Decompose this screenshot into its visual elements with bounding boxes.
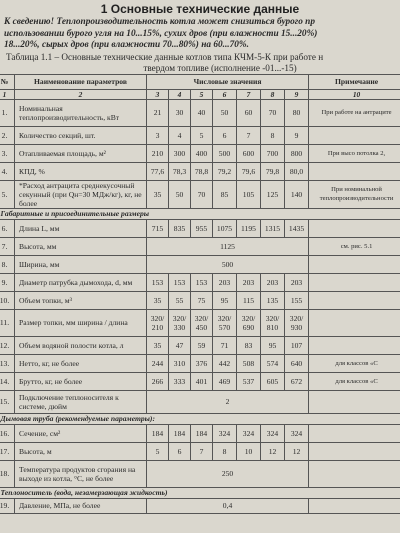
- param-value: 835: [169, 219, 191, 237]
- param-value: 6: [213, 126, 237, 144]
- param-value: 1195: [237, 219, 261, 237]
- param-name: *Расход антрацита среднекусочный секунный (при Qн=30 МДж/кг), кг, не более: [15, 180, 147, 208]
- row-number: 18.: [0, 460, 15, 487]
- param-value: 3: [147, 126, 169, 144]
- param-value: 469: [213, 372, 237, 390]
- index-cell: 9: [285, 89, 309, 99]
- note-line: К сведению! Теплопроизводительность котла может снизиться бурого пр: [4, 17, 315, 27]
- param-name: Ширина, мм: [15, 255, 147, 273]
- param-value: 47: [169, 336, 191, 354]
- header-values: Числовые значения: [147, 74, 309, 89]
- section-title: Дымовая труба (рекомендуемые параметры):: [0, 413, 400, 424]
- row-number: 2.: [0, 126, 15, 144]
- param-value: 71: [213, 336, 237, 354]
- param-value: 75: [191, 291, 213, 309]
- param-value: 70: [191, 180, 213, 208]
- remark-cell: При высо потолка 2,: [309, 144, 400, 162]
- param-name: Объем топки, м³: [15, 291, 147, 309]
- param-value: 203: [213, 273, 237, 291]
- param-value: 79,6: [237, 162, 261, 180]
- table-row: [0, 372, 400, 390]
- header-no: №: [0, 74, 15, 89]
- row-number: 16.: [0, 424, 15, 442]
- table-header-row: [0, 74, 400, 89]
- param-name: Объем водяной полости котла, л: [15, 336, 147, 354]
- table-row: [0, 99, 400, 126]
- table-row: [0, 126, 400, 144]
- param-value: 105: [237, 180, 261, 208]
- section-dimensions: [0, 208, 400, 219]
- remark-cell: [309, 126, 400, 144]
- param-value: 21: [147, 99, 169, 126]
- remark-cell: [309, 309, 400, 336]
- param-value: 1075: [213, 219, 237, 237]
- index-cell: 5: [191, 89, 213, 99]
- param-value: 400: [191, 144, 213, 162]
- param-value: 324: [213, 424, 237, 442]
- param-value: 700: [261, 144, 285, 162]
- param-name: Длина L, мм: [15, 219, 147, 237]
- param-value: 80,0: [285, 162, 309, 180]
- index-cell: 10: [309, 89, 400, 99]
- param-value: 320/ 450: [191, 309, 213, 336]
- param-value: 8: [261, 126, 285, 144]
- row-number: 7.: [0, 237, 15, 255]
- remark-cell: [309, 255, 400, 273]
- param-value: 320/ 330: [169, 309, 191, 336]
- param-value: 184: [169, 424, 191, 442]
- table-row: [0, 336, 400, 354]
- param-value: 210: [147, 144, 169, 162]
- table-caption-cont: твердом топливе (исполнение -01...-15): [143, 62, 297, 73]
- row-number: 1.: [0, 99, 15, 126]
- remark-cell: [309, 162, 400, 180]
- remark-cell: для классов «С: [309, 372, 400, 390]
- param-value: 83: [237, 336, 261, 354]
- remark-cell: При номинальной теплопроизводительности: [309, 180, 400, 208]
- param-value: 80: [285, 99, 309, 126]
- param-value: 79,2: [213, 162, 237, 180]
- row-number: 5.: [0, 180, 15, 208]
- param-value: 70: [261, 99, 285, 126]
- param-value: 320/ 930: [285, 309, 309, 336]
- param-value: 78,8: [191, 162, 213, 180]
- table-row: [0, 390, 400, 413]
- table-row: [0, 273, 400, 291]
- param-name: Количество секций, шт.: [15, 126, 147, 144]
- row-number: 11.: [0, 309, 15, 336]
- param-value: 320/ 210: [147, 309, 169, 336]
- param-value: 1315: [261, 219, 285, 237]
- row-number: 3.: [0, 144, 15, 162]
- table-row: [0, 354, 400, 372]
- param-name: Высота, мм: [15, 237, 147, 255]
- spec-table: [0, 74, 400, 514]
- param-value: 203: [261, 273, 285, 291]
- param-value: 9: [285, 126, 309, 144]
- param-value: 184: [191, 424, 213, 442]
- param-value: 78,3: [169, 162, 191, 180]
- param-name: Номинальная теплопроизводительность, кВт: [15, 99, 147, 126]
- section-title: Габаритные и присоединительные размеры: [0, 208, 400, 219]
- table-row: [0, 144, 400, 162]
- index-cell: 1: [0, 89, 15, 99]
- param-value: 442: [213, 354, 237, 372]
- note-line: 18...20%, сырых дров (при влажности 70...80%) на 60...70%.: [4, 40, 249, 50]
- param-value: 500: [147, 255, 309, 273]
- param-value: 324: [261, 424, 285, 442]
- index-cell: 7: [237, 89, 261, 99]
- param-value: 244: [147, 354, 169, 372]
- param-value: 500: [213, 144, 237, 162]
- param-value: 140: [285, 180, 309, 208]
- table-row: [0, 219, 400, 237]
- remark-cell: см. рис. 5.1: [309, 237, 400, 255]
- remark-cell: [309, 390, 400, 413]
- param-value: 324: [237, 424, 261, 442]
- param-value: 605: [261, 372, 285, 390]
- param-value: 376: [191, 354, 213, 372]
- param-value: 153: [191, 273, 213, 291]
- table-caption: Таблица 1.1 – Основные технические данные котлов типа КЧМ-5-К при работе н: [6, 51, 324, 62]
- param-name: Диаметр патрубка дымохода, d, мм: [15, 273, 147, 291]
- param-value: 135: [261, 291, 285, 309]
- remark-cell: [309, 273, 400, 291]
- param-value: 30: [169, 99, 191, 126]
- param-name: Брутто, кг, не более: [15, 372, 147, 390]
- row-number: 6.: [0, 219, 15, 237]
- param-value: 35: [147, 291, 169, 309]
- param-value: 12: [285, 442, 309, 460]
- param-name: Подключение теплоносителя к системе, дюйм: [15, 390, 147, 413]
- param-name: Нетто, кг, не более: [15, 354, 147, 372]
- param-value: 800: [285, 144, 309, 162]
- param-value: 324: [285, 424, 309, 442]
- table-row: [0, 309, 400, 336]
- row-number: 10.: [0, 291, 15, 309]
- param-value: 10: [237, 442, 261, 460]
- row-number: 4.: [0, 162, 15, 180]
- param-value: 107: [285, 336, 309, 354]
- param-value: 184: [147, 424, 169, 442]
- remark-cell: [309, 498, 400, 513]
- index-cell: 3: [147, 89, 169, 99]
- remark-cell: [309, 336, 400, 354]
- table-row: [0, 162, 400, 180]
- table-index-row: [0, 89, 400, 99]
- page-title: 1 Основные технические данные: [100, 2, 300, 16]
- param-value: 320/ 690: [237, 309, 261, 336]
- param-value: 672: [285, 372, 309, 390]
- row-number: 15.: [0, 390, 15, 413]
- param-value: 95: [261, 336, 285, 354]
- param-value: 95: [213, 291, 237, 309]
- remark-cell: [309, 291, 400, 309]
- param-value: 715: [147, 219, 169, 237]
- param-value: 4: [169, 126, 191, 144]
- section-coolant: [0, 487, 400, 498]
- param-value: 333: [169, 372, 191, 390]
- param-value: 50: [169, 180, 191, 208]
- note-block: [0, 17, 400, 52]
- remark-cell: При работе на антраците: [309, 99, 400, 126]
- row-number: 12.: [0, 336, 15, 354]
- param-value: 508: [237, 354, 261, 372]
- header-param: Наименование параметров: [15, 74, 147, 89]
- param-value: 40: [191, 99, 213, 126]
- index-cell: 2: [15, 89, 147, 99]
- param-name: Давление, МПа, не более: [15, 498, 147, 513]
- param-value: 250: [147, 460, 309, 487]
- param-value: 266: [147, 372, 169, 390]
- param-value: 0,4: [147, 498, 309, 513]
- param-value: 115: [237, 291, 261, 309]
- param-value: 85: [213, 180, 237, 208]
- param-value: 8: [213, 442, 237, 460]
- param-value: 320/ 810: [261, 309, 285, 336]
- param-value: 574: [261, 354, 285, 372]
- row-number: 13.: [0, 354, 15, 372]
- param-value: 7: [191, 442, 213, 460]
- param-value: 5: [191, 126, 213, 144]
- param-name: Температура продуктов сгорания на выходе из котла, °С, не более: [15, 460, 147, 487]
- table-row: [0, 442, 400, 460]
- param-value: 310: [169, 354, 191, 372]
- param-value: 79,8: [261, 162, 285, 180]
- param-value: 77,6: [147, 162, 169, 180]
- remark-cell: [309, 460, 400, 487]
- table-row: [0, 237, 400, 255]
- param-name: КПД, %: [15, 162, 147, 180]
- header-remark: Примечание: [309, 74, 400, 89]
- table-row: [0, 291, 400, 309]
- param-value: 12: [261, 442, 285, 460]
- param-value: 155: [285, 291, 309, 309]
- table-row: [0, 180, 400, 208]
- remark-cell: [309, 442, 400, 460]
- param-value: 55: [169, 291, 191, 309]
- index-cell: 4: [169, 89, 191, 99]
- param-value: 35: [147, 180, 169, 208]
- remark-cell: для классов «С: [309, 354, 400, 372]
- row-number: 19.: [0, 498, 15, 513]
- param-value: 35: [147, 336, 169, 354]
- param-value: 203: [285, 273, 309, 291]
- param-value: 50: [213, 99, 237, 126]
- row-number: 17.: [0, 442, 15, 460]
- param-value: 6: [169, 442, 191, 460]
- table-row: [0, 460, 400, 487]
- param-value: 125: [261, 180, 285, 208]
- param-value: 300: [169, 144, 191, 162]
- param-name: Размер топки, мм ширина / длина: [15, 309, 147, 336]
- param-value: 320/ 570: [213, 309, 237, 336]
- param-value: 2: [147, 390, 309, 413]
- table-row: [0, 255, 400, 273]
- param-value: 153: [147, 273, 169, 291]
- param-value: 955: [191, 219, 213, 237]
- remark-cell: [309, 424, 400, 442]
- section-title: Теплоноситель (вода, незамерзающая жидкость): [0, 487, 400, 498]
- row-number: 14.: [0, 372, 15, 390]
- param-name: Сечение, см²: [15, 424, 147, 442]
- index-cell: 8: [261, 89, 285, 99]
- param-value: 1435: [285, 219, 309, 237]
- param-value: 153: [169, 273, 191, 291]
- remark-cell: [309, 219, 400, 237]
- param-value: 401: [191, 372, 213, 390]
- param-value: 600: [237, 144, 261, 162]
- param-value: 203: [237, 273, 261, 291]
- param-value: 7: [237, 126, 261, 144]
- param-value: 5: [147, 442, 169, 460]
- param-name: Отапливаемая площадь, м²: [15, 144, 147, 162]
- table-row: [0, 424, 400, 442]
- row-number: 9.: [0, 273, 15, 291]
- param-value: 1125: [147, 237, 309, 255]
- index-cell: 6: [213, 89, 237, 99]
- row-number: 8.: [0, 255, 15, 273]
- param-value: 537: [237, 372, 261, 390]
- param-value: 60: [237, 99, 261, 126]
- note-line: использовании бурого угля на 10...15%, сухих дров (при влажности 15...20%): [4, 28, 318, 39]
- param-value: 640: [285, 354, 309, 372]
- param-value: 59: [191, 336, 213, 354]
- table-row: [0, 498, 400, 513]
- param-name: Высота, м: [15, 442, 147, 460]
- section-chimney: [0, 413, 400, 424]
